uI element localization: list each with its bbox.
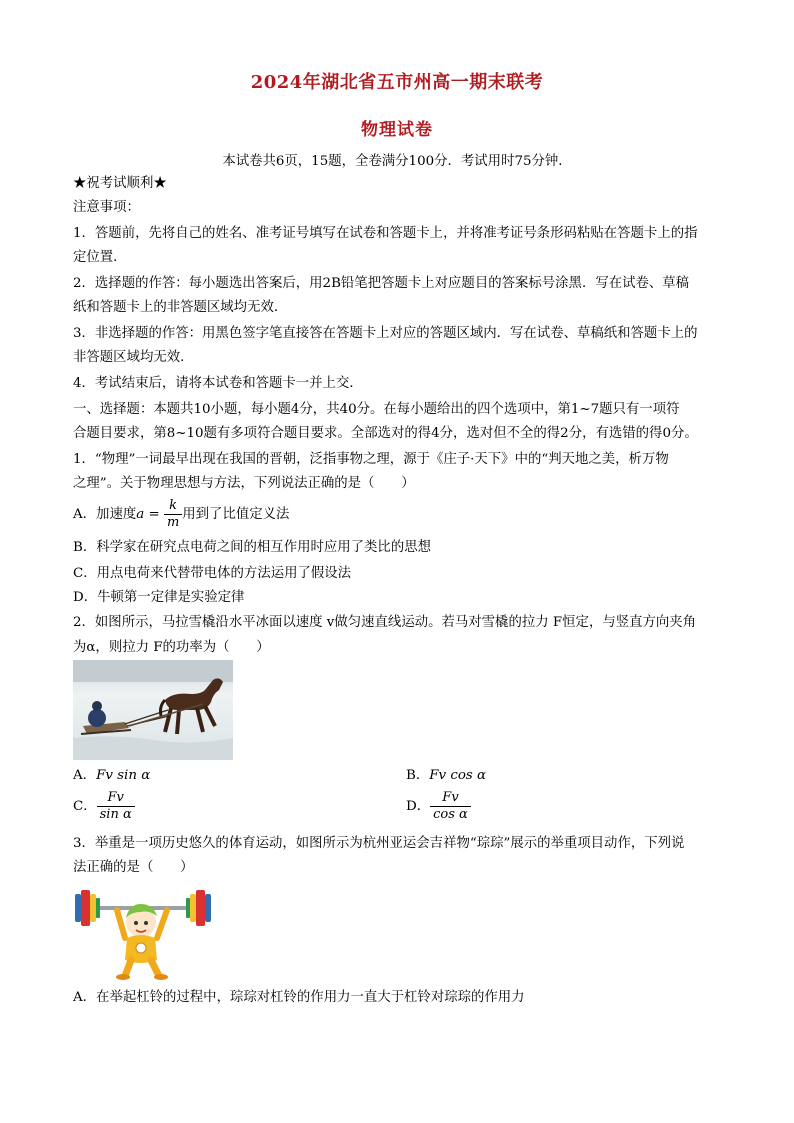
q1-option-a-prefix: A．加速度 — [73, 507, 137, 522]
section-heading-line: 合题目要求，第8~10题有多项符合题目要求。全部选对的得4分，选对但不全的得2分，有选错的得0分。 — [73, 426, 698, 441]
q3-stem-line: 3．举重是一项历史悠久的体育运动，如图所示为杭州亚运会吉祥物“琮琮”展示的举重项目动作，下列说 — [73, 836, 685, 851]
mascot-weightlifting-image — [73, 880, 213, 980]
exam-title: 2024年湖北省五市州高一期末联考 — [250, 72, 544, 93]
q2-option-b — [406, 768, 486, 784]
exam-info: 本试卷共6页，15题，全卷满分100分．考试用时75分钟． — [222, 154, 572, 169]
notes-heading: 注意事项： — [73, 200, 140, 215]
q1-formula-lhs: a — [136, 507, 145, 522]
q1-option-c: C．用点电荷来代替带电体的方法运用了假设法 — [73, 566, 352, 581]
note-line: 定位置． — [73, 250, 127, 265]
q2-stem-line: 为α，则拉力 F的功率为（ ） — [73, 640, 270, 655]
note-line: 2．选择题的作答：每小题选出答案后，用2B铅笔把答题卡上对应题目的答案标号涂黑．写在试卷、草稿 — [73, 276, 690, 291]
mascot-drawing — [73, 880, 213, 980]
exam-subtitle: 物理试卷 — [361, 120, 433, 140]
note-line: 纸和答题卡上的非答题区域均无效． — [73, 300, 288, 315]
horse-sled-drawing — [73, 660, 233, 760]
q2-option-c-label: C． — [73, 799, 97, 814]
q1-option-b: B．科学家在研究点电荷之间的相互作用时应用了类比的思想 — [73, 540, 431, 555]
q2-option-c-fraction — [97, 790, 135, 823]
q1-formula-eq: = — [144, 507, 164, 522]
q2-option-a — [73, 768, 150, 784]
q2-option-d-fraction — [430, 790, 471, 823]
q3-option-a: A．在举起杠铃的过程中，琮琮对杠铃的作用力一直大于杠铃对琮琮的作用力 — [73, 990, 525, 1005]
q2-option-a-label: A． — [73, 768, 97, 783]
q1-formula-denominator: m — [166, 515, 180, 530]
q1-formula-fraction — [164, 498, 182, 531]
horse-sled-image — [73, 660, 233, 760]
q2-option-c-denominator: sin α — [99, 807, 132, 822]
note-line: 非答题区域均无效． — [73, 350, 194, 365]
q1-formula-numerator: k — [164, 498, 182, 515]
q1-option-a-suffix: 用到了比值定义法 — [182, 507, 290, 522]
q2-option-d-label: D． — [406, 799, 431, 814]
q1-stem-line: 1．“物理”一词最早出现在我国的晋朝，泛指事物之理，源于《庄子·天下》中的“判天地之美，析万物 — [73, 452, 669, 467]
note-line: 3．非选择题的作答：用黑色签字笔直接答在答题卡上对应的答题区域内．写在试卷、草稿纸和答题卡上的 — [73, 326, 698, 341]
good-luck-line: ★祝考试顺利★ — [73, 176, 167, 191]
q1-option-a — [73, 498, 289, 531]
q1-stem-line: 之理”。关于物理思想与方法，下列说法正确的是（ ） — [73, 476, 415, 491]
note-line: 1．答题前，先将自己的姓名、准考证号填写在试卷和答题卡上，并将准考证号条形码粘贴在答题卡上的指 — [73, 226, 698, 241]
q2-option-b-formula: Fv cos α — [429, 768, 487, 783]
q2-option-c — [73, 790, 135, 824]
q2-stem-line: 2．如图所示，马拉雪橇沿水平冰面以速度 v做匀速直线运动。若马对雪橇的拉力 F恒定，与竖直方向夹角 — [73, 615, 697, 630]
q3-stem-line: 法正确的是（ ） — [73, 860, 194, 875]
q2-option-d — [406, 790, 471, 824]
q2-option-b-label: B． — [406, 768, 430, 783]
q2-option-d-numerator: Fv — [430, 790, 471, 807]
q2-option-c-numerator: Fv — [97, 790, 135, 807]
q2-option-a-formula: Fv sin α — [96, 768, 151, 783]
section-heading-line: 一、选择题：本题共10小题，每小题4分，共40分。在每小题给出的四个选项中，第1~7题只有一项符 — [73, 402, 680, 417]
q2-option-d-denominator: cos α — [433, 807, 468, 822]
q1-option-d: D．牛顿第一定律是实验定律 — [73, 590, 245, 605]
note-line: 4．考试结束后，请将本试卷和答题卡一并上交． — [73, 376, 363, 391]
